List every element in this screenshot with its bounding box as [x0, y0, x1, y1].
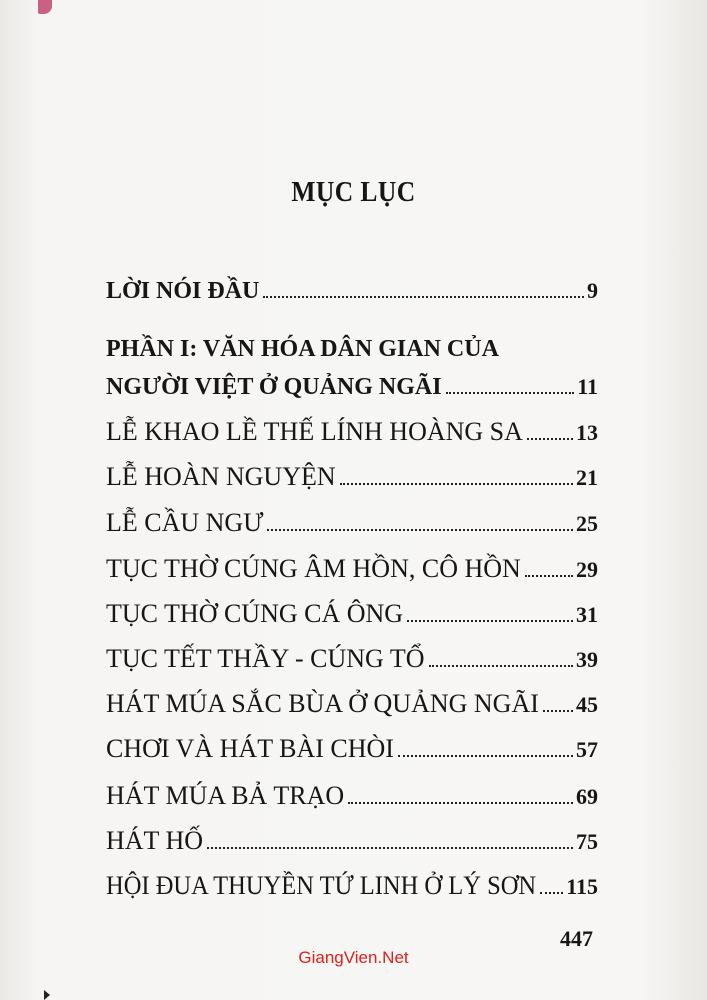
toc-entry-label: TỤC THỜ CÚNG ÂM HỒN, CÔ HỒN: [106, 554, 521, 583]
toc-entry-label: LỜI NÓI ĐẦU: [106, 278, 260, 304]
dot-leader: [540, 892, 563, 894]
watermark: GiangVien.Net: [298, 948, 409, 967]
toc-entry-page: 57: [576, 737, 598, 762]
dot-leader: [446, 392, 575, 394]
toc-entry: [106, 554, 598, 585]
toc-entry: [106, 462, 598, 493]
arrow-marker-icon: [44, 990, 50, 1000]
dot-leader: [263, 296, 584, 298]
dot-leader: [340, 483, 573, 485]
toc-entry-page: 69: [576, 784, 598, 809]
corner-mark: [38, 0, 52, 14]
toc-entry: [106, 826, 598, 857]
dot-leader: [207, 847, 573, 849]
toc-entry-page: 31: [576, 602, 598, 627]
toc-entry: [106, 871, 598, 902]
dot-leader: [543, 710, 573, 712]
toc-entry-page: 39: [576, 647, 598, 672]
toc-entry-label: NGƯỜI VIỆT Ở QUẢNG NGÃI: [106, 374, 442, 400]
toc-entry: [106, 734, 598, 765]
toc-entry-page: 45: [576, 692, 598, 717]
toc-entry-preface: [106, 276, 598, 306]
toc-entry-label: CHƠI VÀ HÁT BÀI CHÒI: [106, 734, 394, 763]
toc-entry-page: 21: [576, 465, 598, 490]
toc-entry-label: LỄ HOÀN NGUYỆN: [106, 462, 336, 491]
toc-entry-part: [106, 372, 598, 402]
toc-entry-page: 25: [576, 511, 598, 536]
page-title: MỤC LỤC: [291, 176, 416, 208]
toc-entry-label: TỤC THỜ CÚNG CÁ ÔNG: [106, 599, 404, 628]
toc-entry-label: LỄ KHAO LỀ THẾ LÍNH HOÀNG SA: [106, 417, 523, 446]
page-number: 447: [560, 926, 593, 951]
dot-leader: [429, 665, 574, 667]
toc-entry: [106, 781, 598, 812]
toc-entry-page: 13: [576, 420, 598, 445]
toc-entry-page: 75: [576, 829, 598, 854]
toc-entry-page: 29: [576, 557, 598, 582]
dot-leader: [267, 529, 573, 531]
dot-leader: [525, 575, 573, 577]
part-heading: PHẦN I: VĂN HÓA DÂN GIAN CỦA: [106, 336, 499, 362]
toc-entry-page: 9: [587, 278, 598, 303]
toc-entry: [106, 644, 598, 675]
toc-entry-page: 115: [566, 874, 598, 899]
toc-entry-label: TỤC TẾT THẦY - CÚNG TỔ: [106, 644, 425, 673]
dot-leader: [527, 438, 573, 440]
toc-entry-page: 11: [577, 374, 598, 399]
toc-entry: [106, 689, 598, 720]
dot-leader: [398, 755, 573, 757]
dot-leader: [348, 802, 573, 804]
toc-entry-label: LỄ CẦU NGƯ: [106, 508, 264, 537]
toc-entry-label: HÁT MÚA SẮC BÙA Ở QUẢNG NGÃI: [106, 689, 539, 718]
toc-entry: [106, 599, 598, 630]
toc-entry-label: HỘI ĐUA THUYỀN TỨ LINH Ở LÝ SƠN: [106, 871, 537, 900]
toc-entry: [106, 417, 598, 448]
dot-leader: [407, 620, 573, 622]
toc-entry-label: HÁT HỐ: [106, 826, 204, 855]
toc-entry: [106, 508, 598, 539]
toc-entry-label: HÁT MÚA BẢ TRẠO: [106, 781, 345, 810]
